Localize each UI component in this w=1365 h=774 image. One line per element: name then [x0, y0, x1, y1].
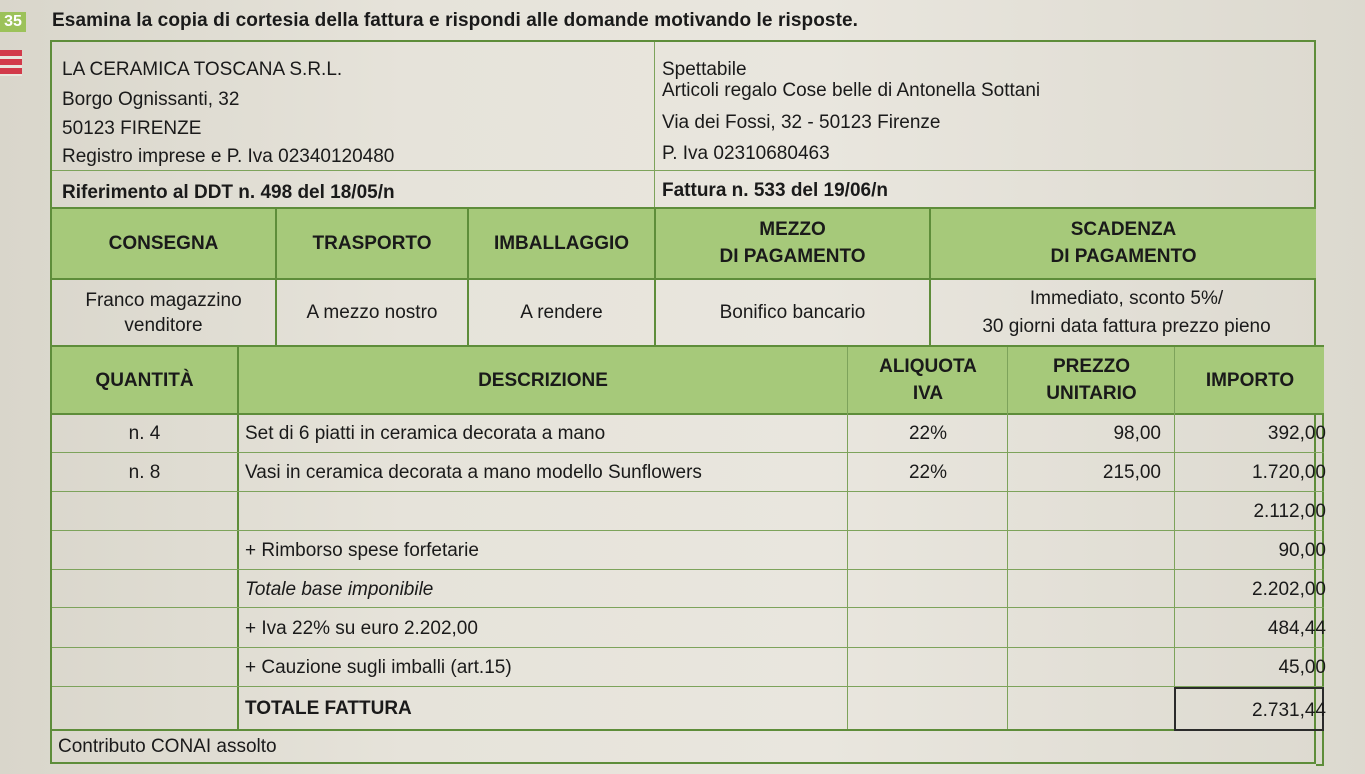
items-bottom-rule — [52, 729, 1324, 731]
terms-header-consegna: CONSEGNA — [108, 232, 219, 254]
item-qty: n. 4 — [128, 423, 161, 444]
item-amount: 392,00 — [1267, 423, 1326, 444]
item-amount: 1.720,00 — [1252, 462, 1326, 483]
row-rule — [52, 530, 1324, 531]
exercise-instruction: Esamina la copia di cortesia della fattura e rispondi alle domande motivando le risposte. — [52, 10, 859, 31]
items-col-divider — [847, 347, 848, 729]
items-col-divider — [1007, 347, 1008, 729]
seller-registry: Registro imprese e P. Iva 02340120480 — [62, 146, 395, 167]
item-qty: n. 8 — [128, 462, 161, 483]
row-rule — [52, 686, 1324, 687]
terms-mezzo: Bonifico bancario — [719, 302, 866, 323]
items-header-descrizione: DESCRIZIONE — [478, 369, 608, 391]
item-iva: 22% — [908, 462, 948, 483]
terms-trasporto: A mezzo nostro — [306, 302, 438, 323]
items-col-divider — [237, 347, 239, 729]
summary-amount: 484,44 — [1267, 617, 1326, 639]
terms-header-scadenza: SCADENZA DI PAGAMENTO — [1050, 219, 1197, 267]
summary-amount: 90,00 — [1278, 540, 1326, 561]
summary-amount: 2.202,00 — [1252, 578, 1326, 600]
row-rule — [52, 647, 1324, 648]
total-label: TOTALE FATTURA — [245, 697, 412, 719]
terms-header-trasporto: TRASPORTO — [312, 232, 432, 254]
items-header-quantita: QUANTITÀ — [95, 369, 194, 391]
ddt-reference: Riferimento al DDT n. 498 del 18/05/n — [62, 182, 395, 203]
terms-imballaggio: A rendere — [520, 302, 603, 323]
terms-consegna: Franco magazzino venditore — [85, 289, 242, 336]
summary-desc: + Iva 22% su euro 2.202,00 — [245, 617, 478, 639]
exercise-number: 35 — [0, 12, 26, 32]
total-amount: 2.731,44 — [1252, 699, 1326, 721]
row-rule — [52, 569, 1324, 570]
terms-scadenza: Immediato, sconto 5%/ 30 giorni data fattura prezzo pieno — [982, 287, 1271, 337]
subtotal-amount: 2.112,00 — [1253, 501, 1326, 522]
seller-city: 50123 FIRENZE — [62, 118, 202, 139]
row-rule — [52, 607, 1324, 608]
summary-desc: + Rimborso spese forfetarie — [245, 540, 479, 561]
item-iva: 22% — [908, 423, 948, 444]
seller-name: LA CERAMICA TOSCANA S.R.L. — [62, 59, 343, 80]
summary-desc: Totale base imponibile — [245, 578, 434, 600]
terms-header-imballaggio: IMBALLAGGIO — [493, 232, 630, 254]
terms-header-mezzo: MEZZO DI PAGAMENTO — [719, 219, 866, 267]
summary-amount: 45,00 — [1278, 657, 1326, 678]
item-desc: Vasi in ceramica decorata a mano modello Sunflowers — [245, 462, 702, 483]
reference-rule — [52, 170, 1314, 171]
items-header-prezzo: PREZZO UNITARIO — [1046, 356, 1137, 404]
buyer-salutation: Spettabile — [662, 59, 747, 80]
margin-mark — [0, 50, 22, 76]
item-price: 98,00 — [1113, 423, 1161, 444]
header-divider — [654, 42, 655, 208]
item-desc: Set di 6 piatti in ceramica decorata a mano — [245, 423, 606, 444]
buyer-address: Via dei Fossi, 32 - 50123 Firenze — [662, 112, 941, 133]
summary-desc: + Cauzione sugli imballi (art.15) — [245, 657, 512, 678]
items-header-importo: IMPORTO — [1205, 369, 1295, 391]
buyer-name: Articoli regalo Cose belle di Antonella Sottani — [662, 80, 1041, 101]
items-header-aliquota: ALIQUOTA IVA — [879, 356, 977, 404]
seller-address: Borgo Ognissanti, 32 — [62, 89, 240, 110]
invoice-reference: Fattura n. 533 del 19/06/n — [662, 180, 888, 201]
buyer-vat: P. Iva 02310680463 — [662, 143, 830, 164]
item-price: 215,00 — [1102, 462, 1161, 483]
row-rule — [52, 491, 1324, 492]
footer-note: Contributo CONAI assolto — [58, 736, 277, 757]
row-rule — [52, 452, 1324, 453]
items-col-divider — [1174, 347, 1175, 729]
